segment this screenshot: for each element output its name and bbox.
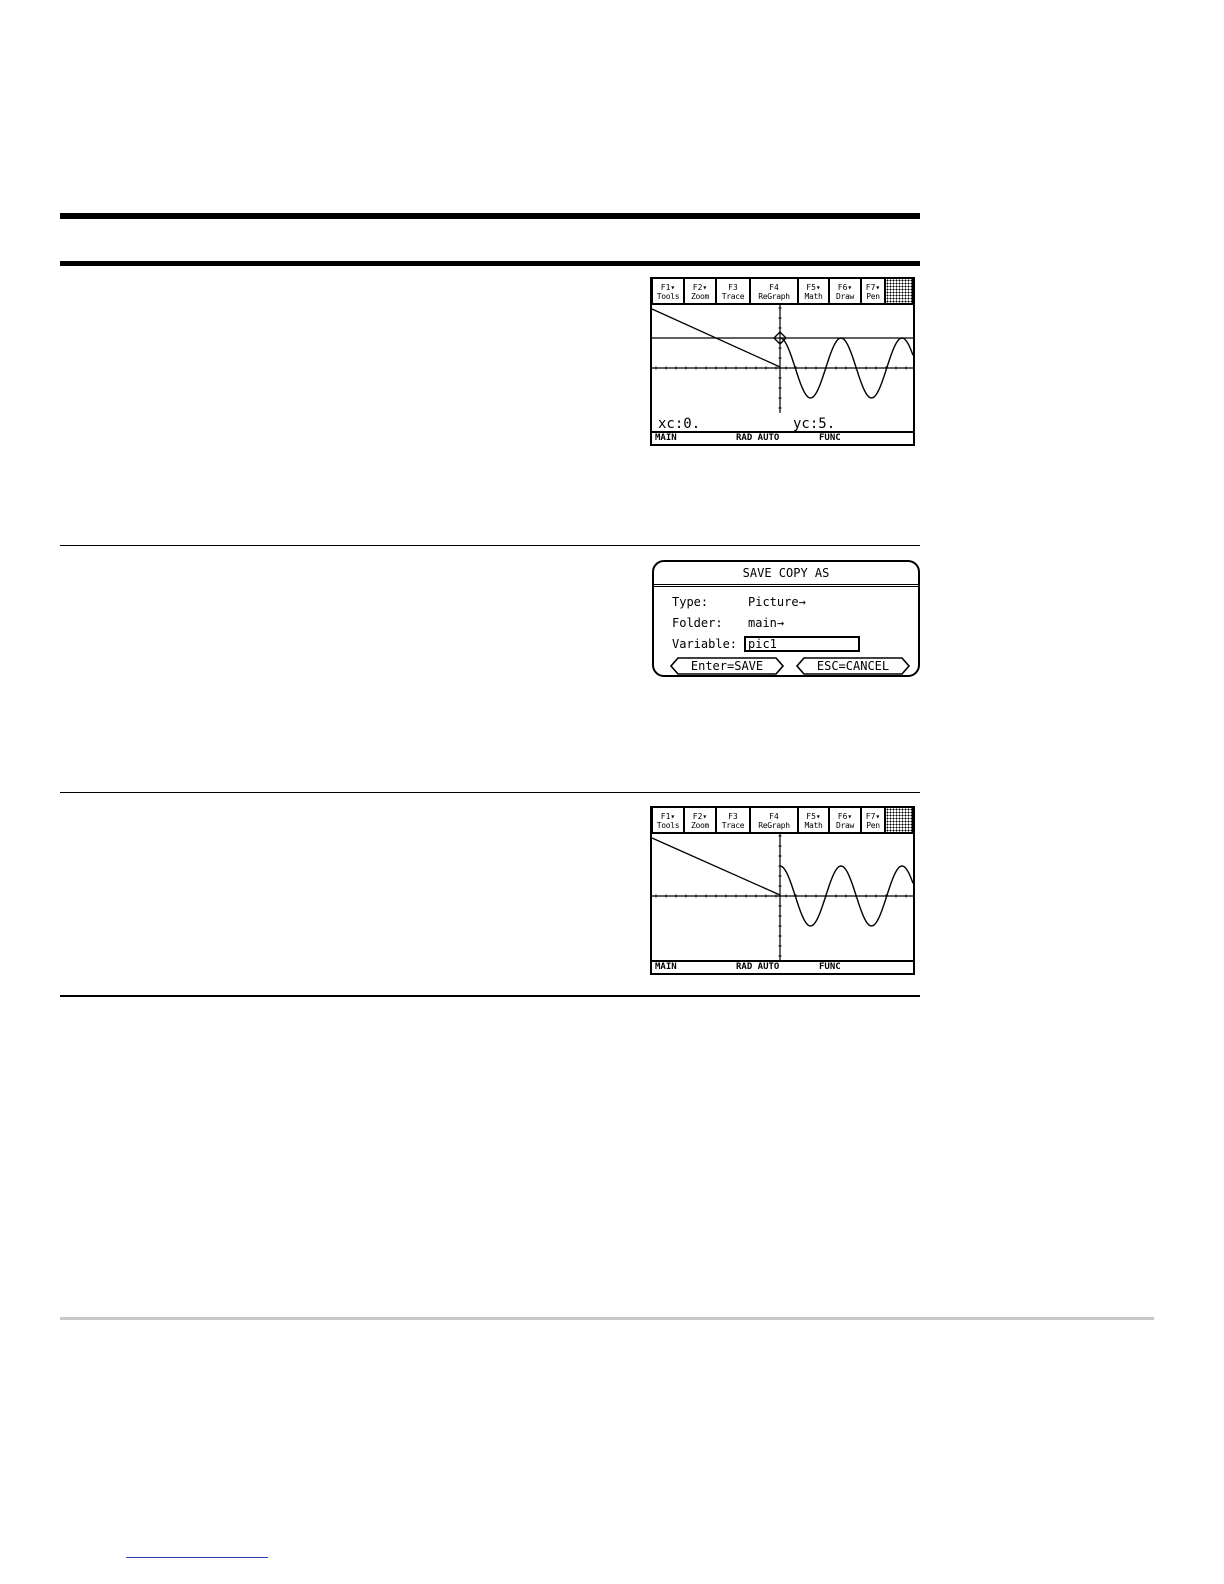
enter-save-button[interactable] <box>670 657 784 675</box>
variable-row <box>672 636 737 652</box>
dialog-title: SAVE COPY AS <box>654 562 918 587</box>
fkey-number: F4 <box>769 811 779 821</box>
type-value[interactable]: Picture→ <box>748 595 806 609</box>
function-key-toolbar <box>652 279 913 305</box>
fkey-number: F5▾ <box>806 282 821 292</box>
fkey-regraph[interactable] <box>750 279 798 305</box>
graph-plot <box>652 834 913 960</box>
header-rule <box>60 261 920 266</box>
fkey-regraph[interactable] <box>750 808 798 834</box>
status-folder: MAIN <box>655 433 677 443</box>
fkey-number: F3 <box>728 811 738 821</box>
esc-cancel-button[interactable] <box>796 657 910 675</box>
fkey-number: F2▾ <box>692 282 708 292</box>
fkey-pen[interactable] <box>861 808 885 834</box>
toolbar-dot-icon <box>885 279 913 305</box>
fkey-math[interactable] <box>798 808 829 834</box>
fkey-label: Zoom <box>690 820 710 830</box>
fkey-label: Pen <box>866 820 880 830</box>
esc-button-label: ESC=CANCEL <box>816 659 890 673</box>
top-thick-rule <box>60 213 920 219</box>
fkey-number: F1▾ <box>660 282 676 292</box>
fkey-trace[interactable] <box>716 279 750 305</box>
toolbar-dot-icon <box>885 808 913 834</box>
xc-readout: xc:0. <box>658 416 701 432</box>
fkey-math[interactable] <box>798 279 829 305</box>
fkey-draw[interactable] <box>829 279 861 305</box>
fkey-tools[interactable] <box>652 279 684 305</box>
graph-plot <box>652 305 913 413</box>
fkey-label: Math <box>804 291 823 301</box>
variable-input[interactable]: pic1 <box>744 636 860 652</box>
fkey-label: Draw <box>835 820 855 830</box>
fkey-number: F2▾ <box>692 811 708 821</box>
status-mode: RAD AUTO <box>736 962 780 972</box>
fkey-number: F4 <box>769 282 779 292</box>
fkey-tools[interactable] <box>652 808 684 834</box>
folder-label: Folder: <box>672 616 723 630</box>
fkey-label: Trace <box>721 820 745 830</box>
status-graph-mode: FUNC <box>819 962 841 972</box>
fkey-number: F7▾ <box>865 282 881 292</box>
fkey-label: Pen <box>866 291 880 301</box>
folder-value[interactable]: main→ <box>748 616 785 630</box>
fkey-number: F1▾ <box>660 811 676 821</box>
fkey-trace[interactable] <box>716 808 750 834</box>
fkey-zoom[interactable] <box>684 279 716 305</box>
fkey-number: F6▾ <box>837 811 853 821</box>
footer-rule <box>60 1317 1154 1320</box>
row-divider-1 <box>60 545 920 546</box>
fkey-label: ReGraph <box>758 291 790 301</box>
fkey-label: Zoom <box>690 291 710 301</box>
fkey-number: F7▾ <box>865 811 881 821</box>
status-graph-mode: FUNC <box>819 433 841 443</box>
save-copy-as-dialog <box>652 560 920 677</box>
status-mode: RAD AUTO <box>736 433 780 443</box>
fkey-label: Tools <box>656 820 680 830</box>
fkey-pen[interactable] <box>861 279 885 305</box>
fkey-label: Math <box>804 820 823 830</box>
enter-button-label: Enter=SAVE <box>690 659 764 673</box>
yc-readout: yc:5. <box>793 416 836 432</box>
type-row[interactable] <box>672 594 806 610</box>
fkey-label: Draw <box>835 291 855 301</box>
footer-link-underline[interactable] <box>126 1557 268 1558</box>
folder-row[interactable] <box>672 615 785 631</box>
fkey-zoom[interactable] <box>684 808 716 834</box>
variable-label: Variable: <box>672 637 738 651</box>
status-bar <box>652 960 913 973</box>
fkey-number: F3 <box>728 282 738 292</box>
fkey-label: Tools <box>656 291 680 301</box>
calculator-screen-restored <box>650 806 915 975</box>
fkey-label: ReGraph <box>758 820 790 830</box>
fkey-label: Trace <box>721 291 745 301</box>
fkey-number: F5▾ <box>806 811 821 821</box>
calculator-screen-cursor <box>650 277 915 446</box>
row-divider-2 <box>60 792 920 793</box>
status-bar <box>652 431 913 444</box>
status-folder: MAIN <box>655 962 677 972</box>
fkey-number: F6▾ <box>837 282 853 292</box>
function-key-toolbar <box>652 808 913 834</box>
fkey-draw[interactable] <box>829 808 861 834</box>
type-label: Type: <box>672 595 709 609</box>
table-bottom-rule <box>60 995 920 997</box>
